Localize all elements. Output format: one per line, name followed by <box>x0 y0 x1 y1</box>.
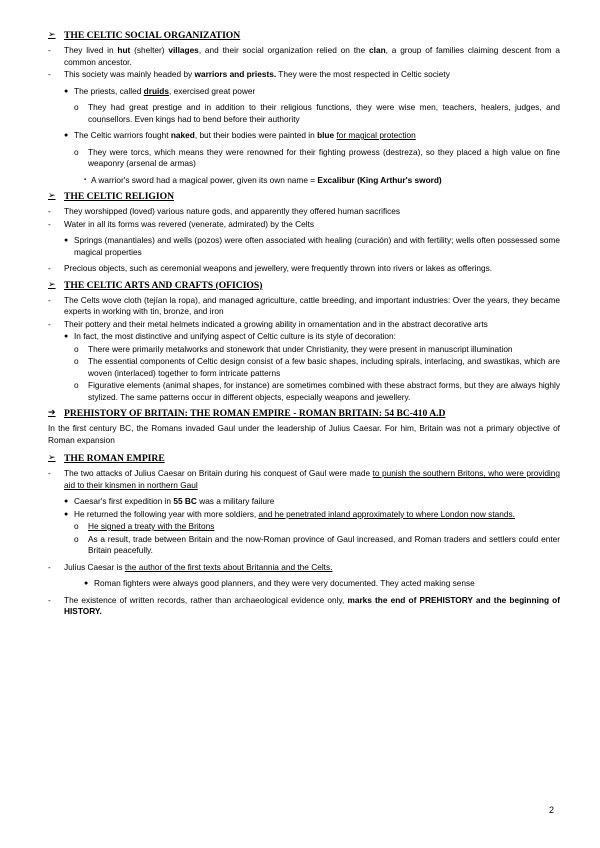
dash-marker: - <box>48 318 51 329</box>
circle-marker: o <box>74 343 79 354</box>
arrow-bullet-icon: ➢ <box>48 191 56 202</box>
paragraph: In the first century BC, the Romans invaded Gaul under the leadership of Julius Caesar. For him, Britain was not a primary objective of Roman expansion <box>48 423 560 445</box>
bullet-icon: ● <box>64 132 69 139</box>
list-item: ● Caesar's first expedition in 55 BC was a military failure <box>64 496 275 506</box>
dash-marker: - <box>48 263 51 273</box>
list-item: - They worshipped (loved) various nature gods, and apparently they offered human sacrifices <box>48 206 401 216</box>
list-item: o They were torcs, which means they were renowned for their fighting prowess (destreza), so they placed a high value on fine weaponry (arsenal de armas) <box>74 146 560 168</box>
section-heading-religion <box>48 191 560 203</box>
list-item: ● Roman fighters were always good planners, and they were very documented. They acted making sense <box>84 578 475 588</box>
bullet-icon: ● <box>64 333 69 340</box>
bullet-icon: ● <box>64 87 69 95</box>
list-item: ● He returned the following year with more soldiers, and he penetrated inland approximately to where London now stands. <box>64 508 515 519</box>
list-item: o The essential components of Celtic design consist of a few basic shapes, including spirals, interlacing, and swastikas, which are woven (interlaced) together to form intricate patterns <box>74 356 560 378</box>
list-item: - The two attacks of Julius Caesar on Britain during his conquest of Gaul were made to punish the southern Britons, who were providing aid to their kinsmen in northern Gaul <box>48 468 560 490</box>
heading-text: THE CELTIC SOCIAL ORGANIZATION <box>64 30 241 42</box>
circle-marker: o <box>74 521 79 531</box>
list-item: - This society was mainly headed by warriors and priests. They were the most respected in Celtic society <box>48 69 450 79</box>
circle-marker: o <box>74 102 79 112</box>
dash-marker: - <box>48 218 51 229</box>
page-number: 2 <box>549 805 555 815</box>
square-bullet-icon: ▪ <box>84 176 87 183</box>
arrow-bullet-icon: ➢ <box>48 30 56 41</box>
heading-text: THE CELTIC ARTS AND CRAFTS (OFICIOS) <box>64 279 263 291</box>
list-item: - The existence of written records, rather than archaeological evidence only, marks the end of PREHISTORY and the beginning of HISTORY. <box>48 594 560 616</box>
arrow-bullet-icon: ➢ <box>48 453 56 464</box>
section-heading-social <box>48 30 560 42</box>
bullet-icon: ● <box>64 498 69 505</box>
section-heading-arts <box>48 280 560 292</box>
dash-marker: - <box>48 206 51 216</box>
section-heading-prehistory <box>48 408 560 420</box>
heading-text: PREHISTORY OF BRITAIN: THE ROMAN EMPIRE - ROMAN BRITAIN: 54 BC-410 A.D <box>64 408 446 420</box>
bullet-icon: ● <box>64 510 69 518</box>
list-item: ● Springs (manantiales) and wells (pozos) were often associated with healing (curación) and with fertility; wells often possessed some magical properties <box>64 235 560 257</box>
arrow-bullet-icon: ➢ <box>48 279 56 290</box>
dash-marker: - <box>48 69 51 79</box>
list-item: o They had great prestige and in addition to their religious functions, they were wise men, teachers, healers, judges, and counsellors. Even kings had to bend before their authority <box>74 102 560 124</box>
list-item: - Water in all its forms was revered (venerate, admirated) by the Celts <box>48 218 315 229</box>
circle-marker: o <box>74 380 79 390</box>
circle-marker: o <box>74 146 79 157</box>
list-item: ● In fact, the most distinctive and unifying aspect of Celtic culture is its style of decoration: <box>64 331 396 341</box>
document-page <box>48 30 560 619</box>
dash-marker: - <box>48 294 51 305</box>
list-item: - Their pottery and their metal helmets indicated a growing ability in ornamentation and in the abstract decorative arts <box>48 318 488 329</box>
list-item: - The Celts wove cloth (tejían la ropa), and managed agriculture, cattle breeding, and important industries: Over the years, they became experts in working with tin, bronze, and iron <box>48 294 560 316</box>
list-item: - They lived in hut (shelter) villages, and their social organization relied on the clan, a group of families claiming descent from a common ancestor. <box>48 45 561 67</box>
bullet-icon: ● <box>84 580 89 587</box>
list-item: ● The Celtic warriors fought naked, but their bodies were painted in blue for magical protection <box>64 130 416 140</box>
dash-marker: - <box>48 468 51 478</box>
list-item: ▪ A warrior's sword had a magical power, given its own name = Excalibur (King Arthur's sword) <box>84 174 442 185</box>
heading-text: THE CELTIC RELIGION <box>64 191 175 203</box>
list-item: - Precious objects, such as ceremonial weapons and jewellery, were frequently thrown into rivers or lakes as offerings. <box>48 263 493 273</box>
circle-marker: o <box>74 356 79 366</box>
dash-marker: - <box>48 594 51 605</box>
dash-marker: - <box>48 45 51 55</box>
dash-marker: - <box>48 561 51 572</box>
list-item: - Julius Caesar is the author of the first texts about Britannia and the Celts. <box>48 561 333 572</box>
section-heading-roman <box>48 453 560 465</box>
circle-marker: o <box>74 533 79 544</box>
heading-text: THE ROMAN EMPIRE <box>64 453 165 465</box>
list-item: o There were primarily metalworks and stonework that under Christianity, they were present in manuscript illumination <box>74 343 513 354</box>
list-item: o He signed a treaty with the Britons <box>74 521 215 531</box>
list-item: ● The priests, called druids, exercised great power <box>64 85 256 96</box>
list-item: o As a result, trade between Britain and the now-Roman province of Gaul increased, and Roman traders and settlers could enter Britain peacefully. <box>74 533 560 555</box>
list-item: o Figurative elements (animal shapes, for instance) are sometimes combined with these abstract forms, but they are always highly stylized. The same patterns occur in different objects, especially weapons and jewellery. <box>74 380 560 402</box>
bullet-icon: ● <box>64 237 69 244</box>
big-arrow-icon: ➔ <box>48 408 56 419</box>
